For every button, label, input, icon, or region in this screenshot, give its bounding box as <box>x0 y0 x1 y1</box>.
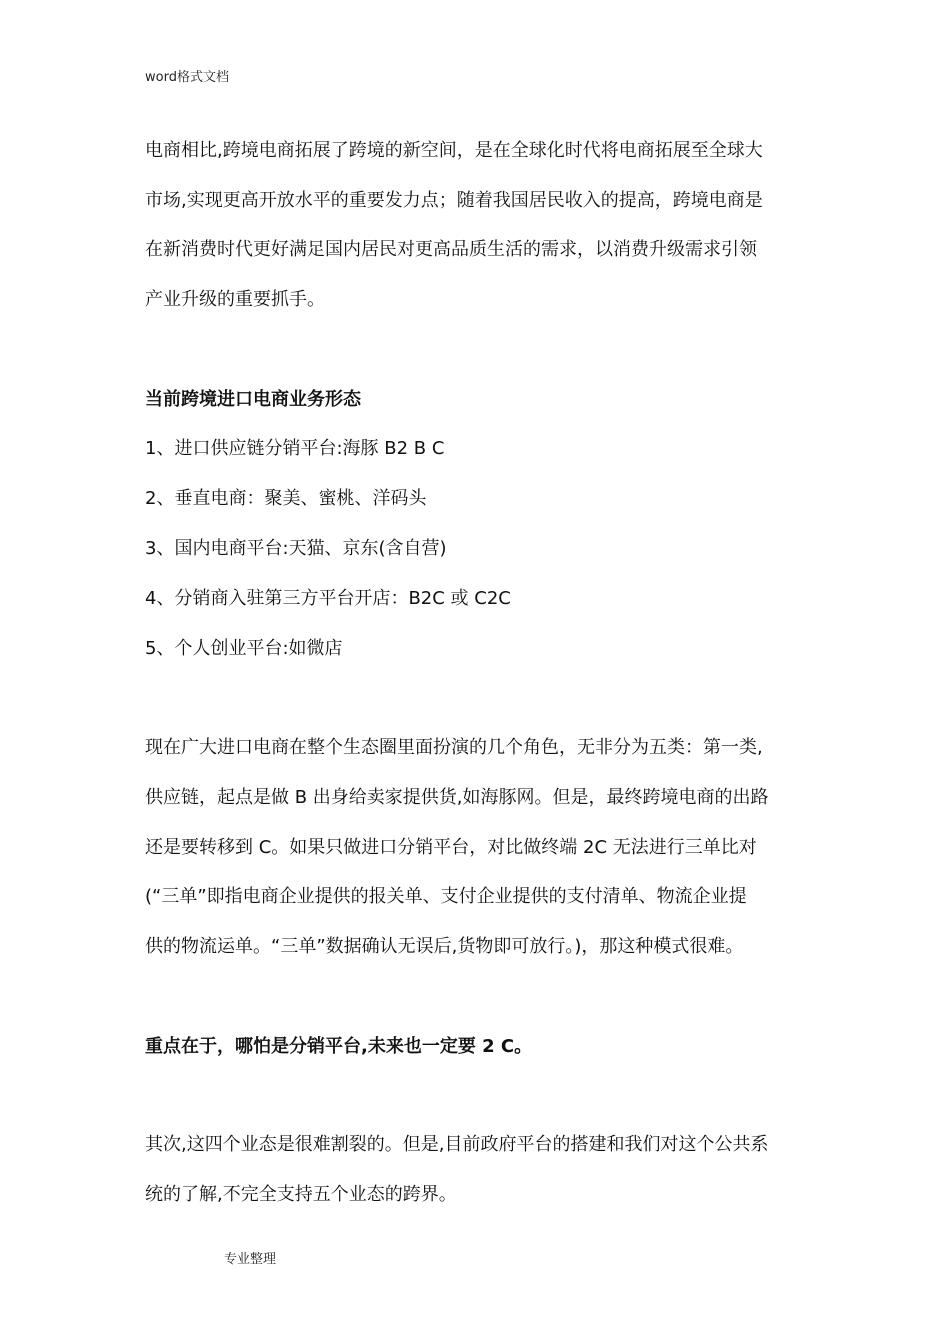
roles-line: 还是要转移到 C。如果只做进口分销平台，对比做终端 2C 无法进行三单比对 <box>145 837 757 858</box>
closing-line: 统的了解,不完全支持五个业态的跨界。 <box>145 1184 457 1205</box>
list-item: 4、分销商入驻第三方平台开店：B2C 或 C2C <box>145 588 511 609</box>
roles-line: (“三单”即指电商企业提供的报关单、支付企业提供的支付清单、物流企业提 <box>145 886 747 907</box>
page-header-label: word格式文档 <box>145 70 229 85</box>
intro-line: 电商相比,跨境电商拓展了跨境的新空间，是在全球化时代将电商拓展至全球大 <box>145 140 763 161</box>
section-heading: 当前跨境进口电商业务形态 <box>145 389 361 410</box>
list-item: 3、国内电商平台:天猫、京东(含自营) <box>145 538 447 559</box>
roles-line: 供应链，起点是做 B 出身给卖家提供货,如海豚网。但是，最终跨境电商的出路 <box>145 787 769 808</box>
roles-line: 供的物流运单。“三单”数据确认无误后,货物即可放行。)，那这种模式很难。 <box>145 936 744 957</box>
emphasis-statement: 重点在于，哪怕是分销平台,未来也一定要 2 C。 <box>145 1036 533 1057</box>
list-item: 2、垂直电商：聚美、蜜桃、洋码头 <box>145 488 427 509</box>
closing-line: 其次,这四个业态是很难割裂的。但是,目前政府平台的搭建和我们对这个公共系 <box>145 1134 769 1155</box>
intro-line: 在新消费时代更好满足国内居民对更高品质生活的需求，以消费升级需求引领 <box>145 239 757 260</box>
roles-line: 现在广大进口电商在整个生态圈里面扮演的几个角色，无非分为五类：第一类, <box>145 737 763 758</box>
intro-line: 产业升级的重要抓手。 <box>145 289 325 310</box>
list-item: 5、个人创业平台:如微店 <box>145 638 343 659</box>
intro-line: 市场,实现更高开放水平的重要发力点；随着我国居民收入的提高，跨境电商是 <box>145 190 763 211</box>
list-item: 1、进口供应链分销平台:海豚 B2 B C <box>145 438 445 459</box>
page-footer-label: 专业整理 <box>224 1252 277 1267</box>
